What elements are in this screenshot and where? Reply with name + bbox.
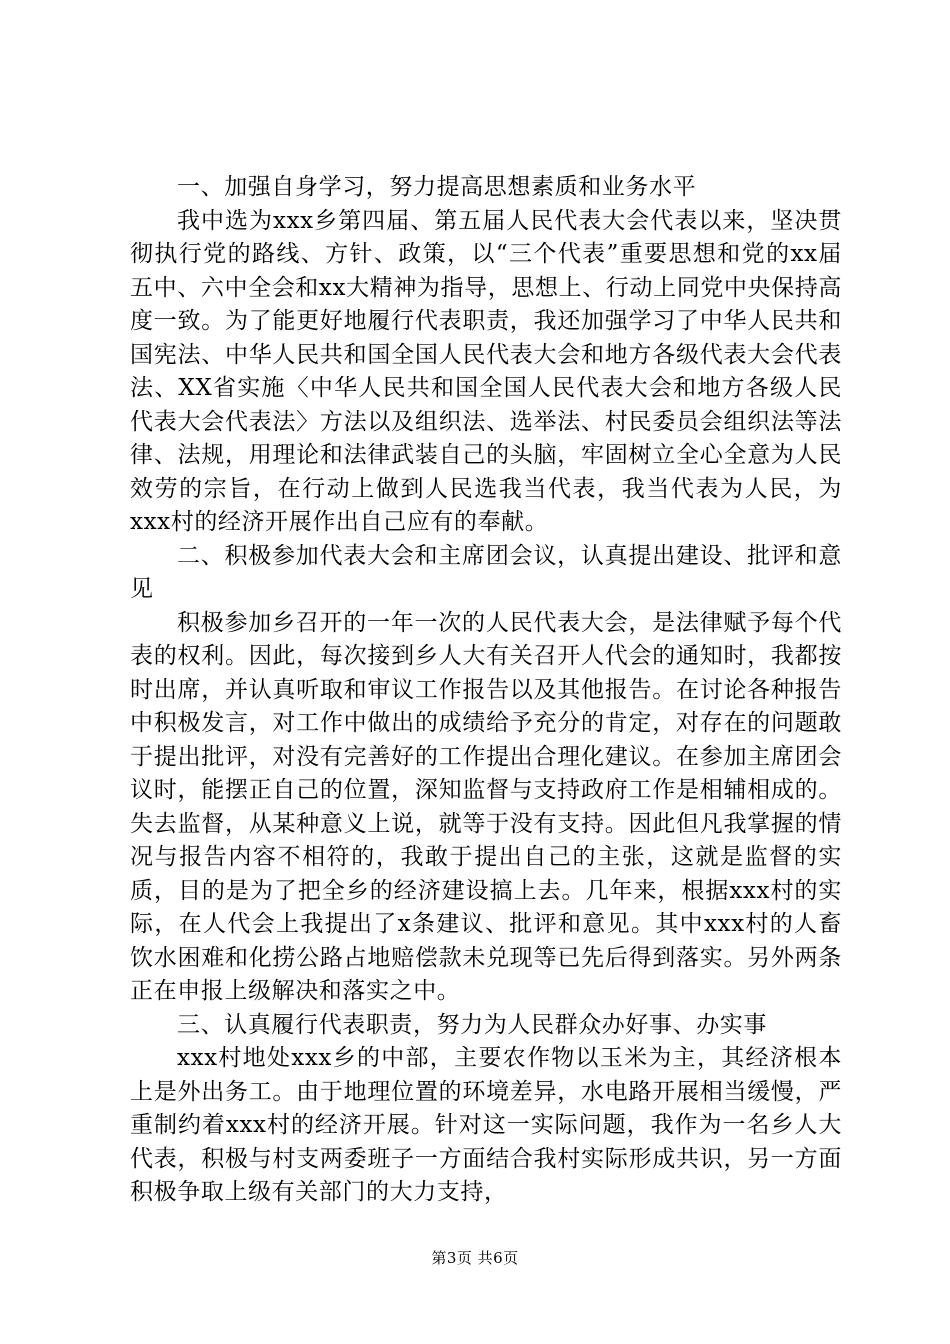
page-footer: 第3页 共6页: [431, 1249, 519, 1267]
section-heading-3: 三、认真履行代表职责，努力为人民群众办好事、办实事: [177, 1011, 767, 1038]
body-paragraph-1: 我中选为xxx乡第四届、第五届人民代表大会代表以来，坚决贯彻执行党的路线、方针、政策，以“三个代表”重要思想和党的xx届五中、六中全会和xx大精神为指导，思想上、行动上同党中央保持高度一致。为了能更好地履行代表职责，我还加强学习了中华人民共和国宪法、中华人民共和国全国人民代表大会和地方各级代表大会代表法、XX省实施〈中华人民共和国全国人民代表大会和地方各级人民代表大会代表法〉方法以及组织法、选举法、村民委员会组织法等法律、法规，用理论和法律武装自己的头脑，牢固树立全心全意为人民效劳的宗旨，在行动上做到人民选我当代表，我当代表为人民，为xxx村的经济开展作出自己应有的奉献。: [130, 207, 842, 535]
section-heading-1: 一、加强自身学习，努力提高思想素质和业务水平: [177, 174, 697, 200]
document-body: [130, 171, 842, 1210]
section-heading-2: 二、积极参加代表大会和主席团会议，认真提出建设、批评和意见: [130, 542, 842, 602]
body-paragraph-3: xxx村地处xxx乡的中部，主要农作物以玉米为主，其经济根本上是外出务工。由于地理位置的环境差异，水电路开展相当缓慢，严重制约着xxx村的经济开展。针对这一实际问题，我作为一名乡人大代表，积极与村支两委班子一方面结合我村实际形成共识，另一方面积极争取上级有关部门的大力支持，: [130, 1045, 842, 1205]
body-paragraph-2: 积极参加乡召开的一年一次的人民代表大会，是法律赋予每个代表的权利。因此，每次接到乡人大有关召开人代会的通知时，我都按时出席，并认真听取和审议工作报告以及其他报告。在讨论各种报告中积极发言，对工作中做出的成绩给予充分的肯定，对存在的问题敢于提出批评，对没有完善好的工作提出合理化建议。在参加主席团会议时，能摆正自己的位置，深知监督与支持政府工作是相辅相成的。失去监督，从某种意义上说，就等于没有支持。因此但凡我掌握的情况与报告内容不相符的，我敢于提出自己的主张，这就是监督的实质，目的是为了把全乡的经济建设搞上去。几年来，根据xxx村的实际，在人代会上我提出了x条建议、批评和意见。其中xxx村的人畜饮水困难和化捞公路占地赔偿款未兑现等已先后得到落实。另外两条正在申报上级解决和落实之中。: [130, 609, 842, 1004]
